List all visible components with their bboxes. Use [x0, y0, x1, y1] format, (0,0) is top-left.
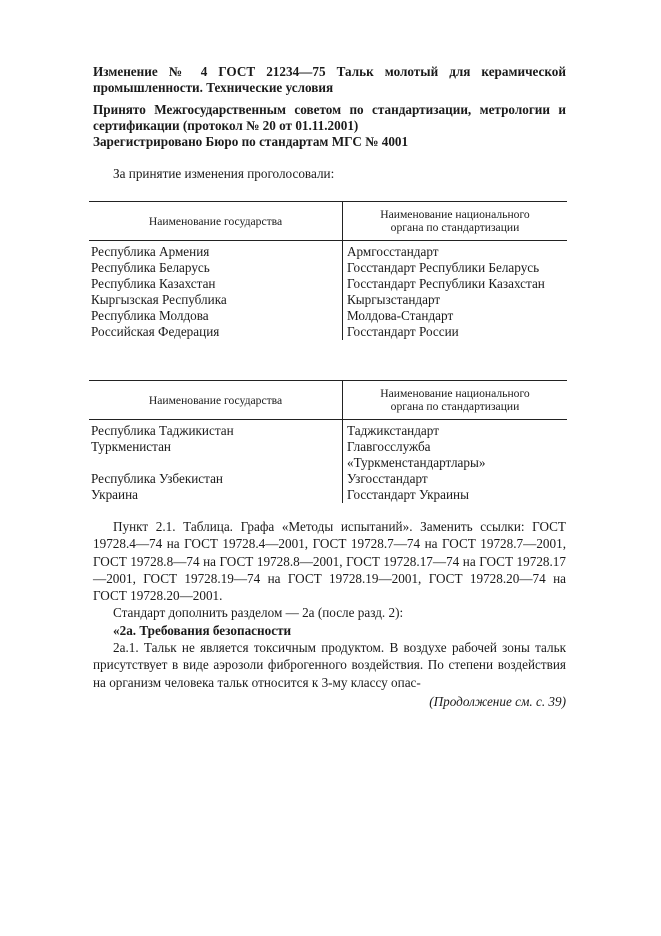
adoption-note: Принято Межгосударственным советом по стандартизации, метрологии и сертификации (протокол № 20 от 01.11.2001) [93, 102, 566, 133]
table-row [89, 260, 567, 276]
registration-note: Зарегистрировано Бюро по стандартам МГС № 4001 [93, 134, 409, 149]
header-organ-line1: Наименование национального [380, 208, 530, 221]
amendment-body [93, 518, 566, 691]
table-row [89, 308, 567, 324]
state-name: Республика Армения [91, 244, 210, 259]
amendment-title: Изменение № 4 ГОСТ 21234—75 Тальк молотый для керамической промышленности. Технические условия [93, 64, 566, 95]
table-row [89, 420, 567, 440]
safety-paragraph: 2а.1. Тальк не является токсичным продуктом. В воздухе рабочей зоны тальк присутствует в виде аэрозоли фиброгенного воздействия. По степени воздействия на организм человека тальк относится к 3-му классу опас- [93, 640, 566, 690]
organ-name: Госстандарт России [343, 324, 568, 340]
header-organ [343, 381, 568, 420]
table-header-row [89, 202, 567, 241]
organ-name: Госстандарт Республики Беларусь [343, 260, 568, 276]
header-organ-line1: Наименование национального [380, 387, 530, 400]
methods-paragraph: Пункт 2.1. Таблица. Графа «Методы испытаний». Заменить ссылки: ГОСТ 19728.4—74 на ГОСТ 19728.4—2001, ГОСТ 19728.7—74 на ГОСТ 19728.7—2001, ГОСТ 19728.8—74 на ГОСТ 19728.8—2001, ГОСТ 19728.17—74 на ГОСТ 19728.17—2001, ГОСТ 19728.19—74 на ГОСТ 19728.19—2001, ГОСТ 19728.20—74 на ГОСТ 19728.20—2001. [93, 519, 566, 604]
state-name: Российская Федерация [91, 324, 220, 339]
state-name: Республика Казахстан [91, 276, 216, 291]
organ-name: Кыргызстандарт [343, 292, 568, 308]
header-organ-line2: органа по стандартизации [390, 221, 520, 234]
voted-label: За принятие изменения проголосовали: [113, 166, 335, 181]
state-name: Туркменистан [91, 439, 171, 454]
state-name: Республика Молдова [91, 308, 209, 323]
organ-name: Молдова-Стандарт [343, 308, 568, 324]
table-row [89, 487, 567, 503]
state-name: Республика Узбекистан [91, 471, 223, 486]
states-table-1 [89, 201, 567, 340]
organ-name: Армгосстандарт [343, 241, 568, 261]
organ-name: Главгосслужба «Туркменстандартлары» [343, 439, 568, 471]
table-header-row [89, 381, 567, 420]
organ-name: Узгосстандарт [343, 471, 568, 487]
table-row [89, 276, 567, 292]
document-header [93, 64, 566, 150]
header-organ [343, 202, 568, 241]
header-state: Наименование государства [148, 214, 283, 228]
organ-name: Госстандарт Украины [343, 487, 568, 503]
table-row [89, 241, 567, 261]
state-name: Кыргызская Республика [91, 292, 227, 307]
continuation-note: (Продолжение см. с. 39) [429, 694, 566, 709]
section-title: «2а. Требования безопасности [113, 622, 292, 638]
organ-name: Таджикстандарт [343, 420, 568, 440]
header-organ-line2: органа по стандартизации [390, 400, 520, 413]
table-row [89, 324, 567, 340]
table-row [89, 471, 567, 487]
addition-paragraph: Стандарт дополнить разделом — 2а (после разд. 2): [113, 605, 404, 621]
header-state: Наименование государства [148, 393, 283, 407]
state-name: Республика Таджикистан [91, 423, 234, 438]
states-table-2 [89, 380, 567, 503]
table-row [89, 439, 567, 471]
state-name: Украина [91, 487, 138, 502]
state-name: Республика Беларусь [91, 260, 210, 275]
organ-name: Госстандарт Республики Казахстан [343, 276, 568, 292]
table-row [89, 292, 567, 308]
